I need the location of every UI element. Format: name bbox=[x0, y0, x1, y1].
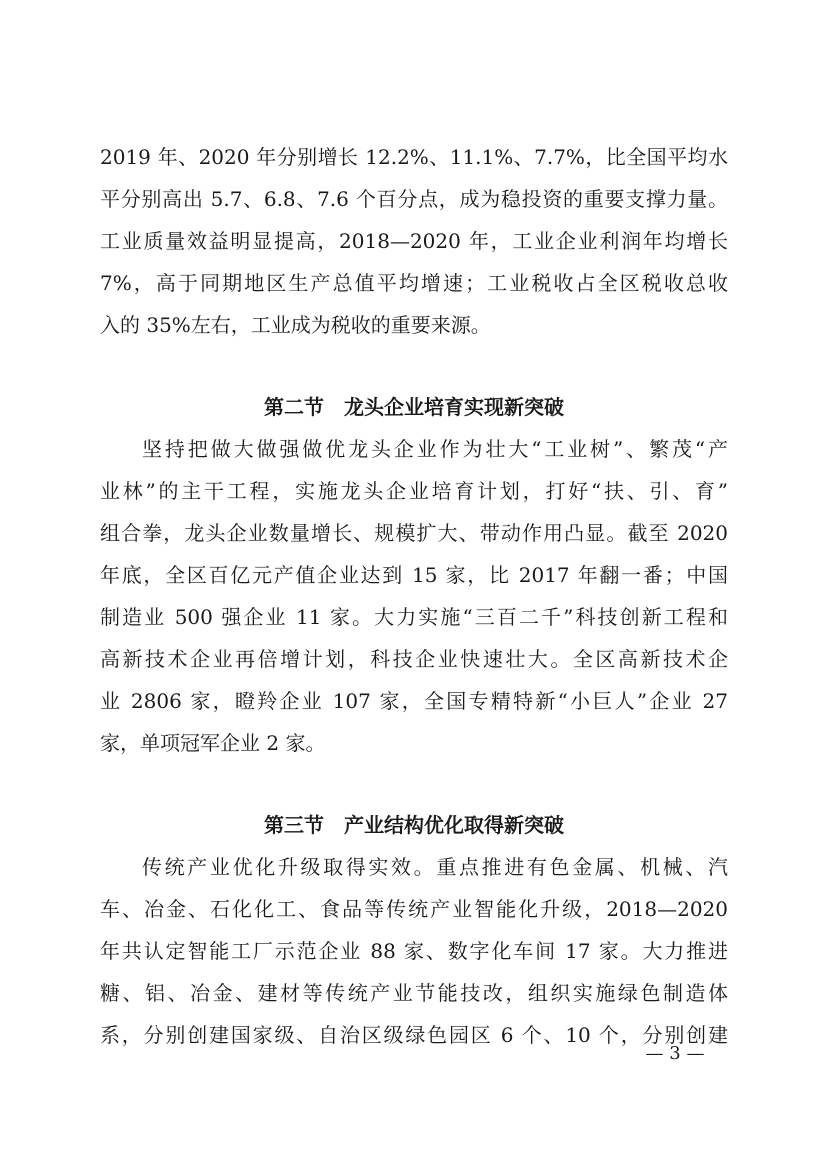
text-line: 工业质量效益明显提高，2018—2020 年，工业企业利润年均增长 bbox=[100, 229, 728, 253]
text-line: 车、冶金、石化化工、食品等传统产业智能化升级，2018—2020 bbox=[100, 897, 728, 921]
section-heading-2: 第二节 龙头企业培育实现新突破 bbox=[264, 395, 564, 419]
text-line: 高新技术企业再倍增计划，科技企业快速壮大。全区高新技术企 bbox=[100, 647, 728, 671]
page-number: — 3 — bbox=[645, 1043, 705, 1064]
text-line: 业 2806 家，瞪羚企业 107 家，全国专精特新“小巨人”企业 27 bbox=[100, 689, 728, 713]
section-heading-3: 第三节 产业结构优化取得新突破 bbox=[264, 813, 564, 837]
text-line: 家，单项冠军企业 2 家。 bbox=[100, 731, 326, 755]
text-line: 平分别高出 5.7、6.8、7.6 个百分点，成为稳投资的重要支撑力量。 bbox=[100, 187, 728, 211]
text-line: 制造业 500 强企业 11 家。大力实施“三百二千”科技创新工程和 bbox=[100, 605, 728, 629]
text-line: 坚持把做大做强做优龙头企业作为壮大“工业树”、繁茂“产 bbox=[142, 437, 728, 461]
text-line: 业林”的主干工程，实施龙头企业培育计划，打好“扶、引、育” bbox=[100, 479, 728, 503]
text-line: 系，分别创建国家级、自治区级绿色园区 6 个、10 个，分别创建 bbox=[100, 1023, 728, 1047]
text-line: 2019 年、2020 年分别增长 12.2%、11.1%、7.7%，比全国平均水 bbox=[100, 145, 728, 169]
text-line: 糖、铝、冶金、建材等传统产业节能技改，组织实施绿色制造体 bbox=[100, 981, 728, 1005]
text-line: 传统产业优化升级取得实效。重点推进有色金属、机械、汽 bbox=[142, 855, 728, 879]
text-line: 组合拳，龙头企业数量增长、规模扩大、带动作用凸显。截至 2020 bbox=[100, 521, 728, 545]
text-line: 年底，全区百亿元产值企业达到 15 家，比 2017 年翻一番；中国 bbox=[100, 563, 728, 587]
text-line: 入的 35%左右，工业成为税收的重要来源。 bbox=[100, 313, 491, 337]
text-line: 年共认定智能工厂示范企业 88 家、数字化车间 17 家。大力推进 bbox=[100, 939, 728, 963]
text-line: 7%，高于同期地区生产总值平均增速；工业税收占全区税收总收 bbox=[100, 271, 728, 295]
